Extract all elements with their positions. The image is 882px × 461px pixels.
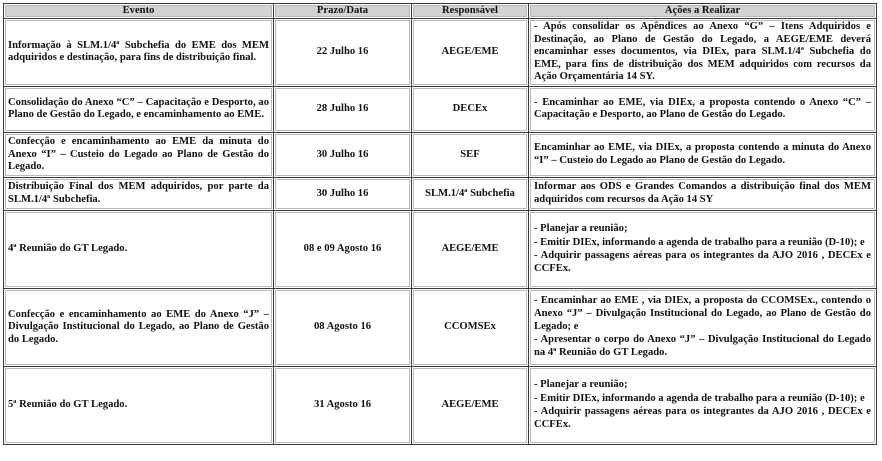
cell-evento: Confecção e encaminhamento ao EME da minuta do Anexo “I” – Custeio do Legado ao Plano de Gestão do Legado.: [4, 132, 274, 177]
action-item: - Emitir DIEx, informando a agenda de trabalho para a reunião (D-10); e: [534, 392, 865, 404]
cell-prazo: 08 Agosto 16: [274, 288, 412, 366]
cell-prazo: 30 Julho 16: [274, 177, 412, 210]
cell-acoes: [529, 86, 877, 132]
cell-acoes: [529, 19, 877, 87]
cell-acoes: [529, 132, 877, 177]
table-row: [4, 86, 877, 132]
cell-acoes: [529, 288, 877, 366]
action-item: - Após consolidar os Apêndices ao Anexo “G” – Itens Adquiridos e Destinação, ao Plano de Gestão do Legado, a AEGE/EME deverá encaminhar esses documentos, via DIEx, para SLM.1/4ª Subchefia do EME, para fins de distribuição dos MEM adquiridos com recursos da Ação Orçamentária 14 SY.: [534, 21, 871, 83]
cell-prazo: 28 Julho 16: [274, 86, 412, 132]
action-item: Informar aos ODS e Grandes Comandos a distribuição final dos MEM adquiridos com recursos da Ação 14 SY: [534, 181, 871, 205]
cell-prazo: 22 Julho 16: [274, 19, 412, 87]
action-item: - Planejar a reunião;: [534, 223, 628, 235]
table-row: [4, 132, 877, 177]
table-header-row: [4, 4, 877, 19]
cell-evento: Informação à SLM.1/4ª Subchefia do EME dos MEM adquiridos e destinação, para fins de distribuição final.: [4, 19, 274, 87]
cell-prazo: 30 Julho 16: [274, 132, 412, 177]
action-item: - Adquirir passagens aéreas para os integrantes da AJO 2016 , DECEx e CCFEx.: [534, 250, 871, 275]
actions-table: [3, 3, 877, 445]
cell-evento: 4ª Reunião do GT Legado.: [4, 210, 274, 288]
table-row: [4, 177, 877, 210]
action-item: - Emitir DIEx, informando a agenda de trabalho para a reunião (D-10); e: [534, 236, 865, 248]
cell-responsavel: CCOMSEx: [412, 288, 529, 366]
action-item: - Adquirir passagens aéreas para os integrantes da AJO 2016 , DECEx e CCFEx.: [534, 406, 871, 431]
action-item: - Planejar a reunião;: [534, 379, 628, 391]
action-item: - Encaminhar ao EME , via DIEx, a proposta do CCOMSEx., contendo o Anexo “J” – Divulgação Institucional do Legado, ao Plano de Gestão do Legado; e: [534, 295, 871, 332]
cell-evento: Consolidação do Anexo “C” – Capacitação e Desporto, ao Plano de Gestão do Legado, e encaminhamento ao EME.: [4, 86, 274, 132]
cell-responsavel: DECEx: [412, 86, 529, 132]
header-responsavel: Responsável: [412, 4, 529, 19]
cell-responsavel: AEGE/EME: [412, 366, 529, 444]
header-prazo: Prazo/Data: [274, 4, 412, 19]
cell-responsavel: AEGE/EME: [412, 210, 529, 288]
table-row: [4, 366, 877, 444]
action-item: - Encaminhar ao EME, via DIEx, a proposta contendo o Anexo “C” – Capacitação e Desporto, ao Plano de Gestão do Legado.: [534, 96, 871, 121]
header-evento: Evento: [4, 4, 274, 19]
action-item: - Apresentar o corpo do Anexo “J” – Divulgação Institucional do Legado na 4ª Reunião do GT Legado.: [534, 334, 871, 358]
cell-evento: Distribuição Final dos MEM adquiridos, por parte da SLM.1/4ª Subchefia.: [4, 177, 274, 210]
cell-prazo: 08 e 09 Agosto 16: [274, 210, 412, 288]
cell-responsavel: SLM.1/4ª Subchefia: [412, 177, 529, 210]
cell-prazo: 31 Agosto 16: [274, 366, 412, 444]
cell-acoes: [529, 366, 877, 444]
cell-acoes: [529, 210, 877, 288]
cell-responsavel: AEGE/EME: [412, 19, 529, 87]
header-acoes: Ações a Realizar: [529, 4, 877, 19]
cell-evento: 5ª Reunião do GT Legado.: [4, 366, 274, 444]
cell-acoes: [529, 177, 877, 210]
action-item: Encaminhar ao EME, via DIEx, a proposta contendo a minuta do Anexo “I” – Custeio do Legado ao Plano de Gestão do Legado.: [534, 142, 871, 166]
cell-responsavel: SEF: [412, 132, 529, 177]
table-row: [4, 210, 877, 288]
cell-evento: Confecção e encaminhamento ao EME do Anexo “J” – Divulgação Institucional do Legado, ao Plano de Gestão do Legado.: [4, 288, 274, 366]
table-row: [4, 19, 877, 87]
table-row: [4, 288, 877, 366]
